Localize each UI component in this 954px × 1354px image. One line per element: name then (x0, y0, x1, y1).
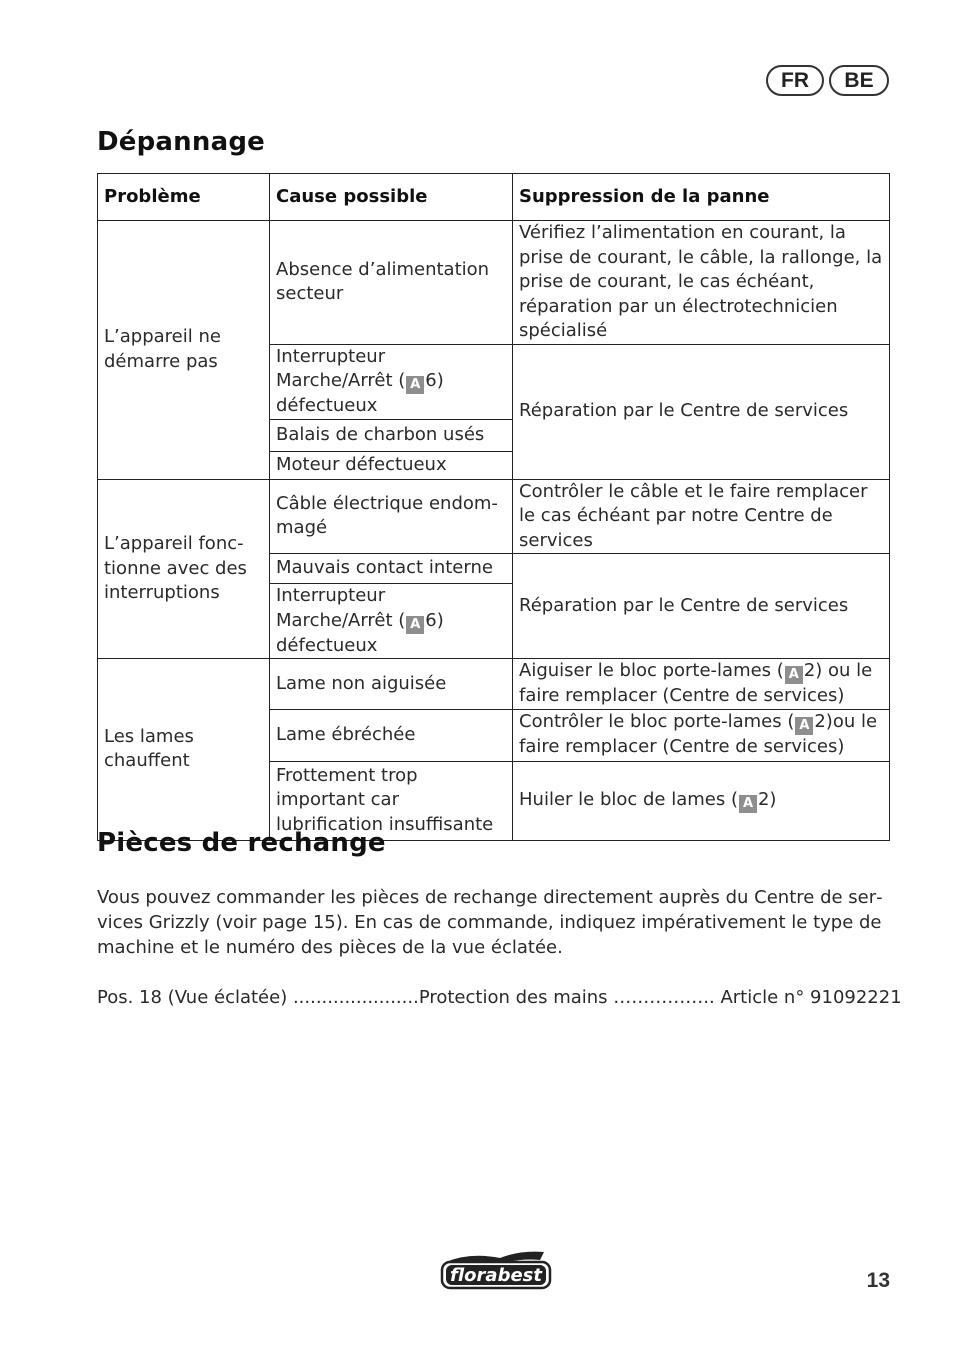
remedy-cell: Vérifiez l’alimentation en courant, la prise de courant, le câble, la rallonge, la prise de courant, le cas échéant, réparation par un électrotechnicien spécialisé (513, 221, 890, 345)
remedy-cell (513, 761, 890, 840)
remedy-cell (513, 659, 890, 710)
florabest-logo (440, 1248, 552, 1294)
spare-parts-line: Pos. 18 (Vue éclatée) ......................Protection des mains …………….. Article n° 91092221 (97, 987, 902, 1008)
language-badge-fr: FR (766, 65, 824, 96)
remedy-cell: Réparation par le Centre de services (513, 344, 890, 479)
cause-cell: Balais de charbon usés (270, 419, 513, 451)
cause-cell: Lame ébréchée (270, 709, 513, 761)
cause-cell: Lame non aiguisée (270, 659, 513, 710)
remedy-ref-text: 2)ou le faire remplacer (Centre de services) (519, 711, 878, 758)
table-row (98, 479, 890, 554)
troubleshooting-table (97, 173, 890, 841)
problem-cell: Les lames chauffent (98, 659, 270, 841)
cause-text: Interrupteur Marche/Arrêt ( (276, 345, 406, 391)
cause-cell: Absence d’alimentation secteur (270, 221, 513, 345)
cause-cell: Câble électrique endommagé (270, 479, 513, 554)
language-badge-be: BE (829, 65, 889, 96)
remedy-ref-text: 2) (757, 789, 777, 810)
remedy-cell (513, 709, 890, 761)
figure-a-icon: A (785, 666, 803, 684)
column-header-problem: Problème (98, 174, 270, 221)
column-header-cause: Cause possible (270, 174, 513, 221)
table-row (98, 659, 890, 710)
cause-ref-text: 6) défectueux (276, 370, 444, 416)
remedy-text: Contrôler le bloc porte-lames ( (519, 711, 795, 733)
remedy-text: Huiler le bloc de lames ( (519, 789, 738, 810)
spare-parts-intro: Vous pouvez commander les pièces de rechange directement auprès du Centre de services Grizzly (voir page 15). En cas de commande, indiquez impérativement le type de machine et le numéro des pièces de la vue éclatée. (97, 887, 883, 958)
cause-cell: Frottement trop important car lubrification insuffisante (270, 761, 513, 840)
remedy-ref-text: 2) ou le faire remplacer (Centre de services) (519, 660, 873, 706)
cause-cell (270, 584, 513, 659)
spare-parts-title: Pièces de rechange (97, 828, 386, 858)
cause-cell: Mauvais contact interne (270, 554, 513, 584)
cause-ref-text: 6) défectueux (276, 609, 444, 656)
figure-a-icon: A (406, 376, 424, 394)
figure-a-icon: A (795, 717, 813, 735)
cause-text: Interrupteur Marche/Arrêt ( (276, 585, 406, 631)
table-header-row (98, 174, 890, 221)
cause-cell: Moteur défectueux (270, 451, 513, 479)
remedy-text: Aiguiser le bloc porte-lames ( (519, 660, 784, 681)
problem-cell: L’appareil fonctionne avec des interruptions (98, 479, 270, 659)
troubleshooting-title: Dépannage (97, 127, 265, 157)
page-number: 13 (866, 1269, 890, 1292)
problem-cell: L’appareil ne démarre pas (98, 221, 270, 480)
figure-a-icon: A (406, 616, 424, 634)
figure-a-icon: A (739, 795, 757, 813)
logo-text: florabest (450, 1265, 542, 1286)
remedy-cell: Contrôler le câble et le faire remplacer le cas échéant par notre Centre de services (513, 479, 890, 554)
table-row (98, 221, 890, 345)
remedy-cell: Réparation par le Centre de services (513, 554, 890, 659)
column-header-remedy: Suppression de la panne (513, 174, 890, 221)
cause-cell (270, 344, 513, 419)
